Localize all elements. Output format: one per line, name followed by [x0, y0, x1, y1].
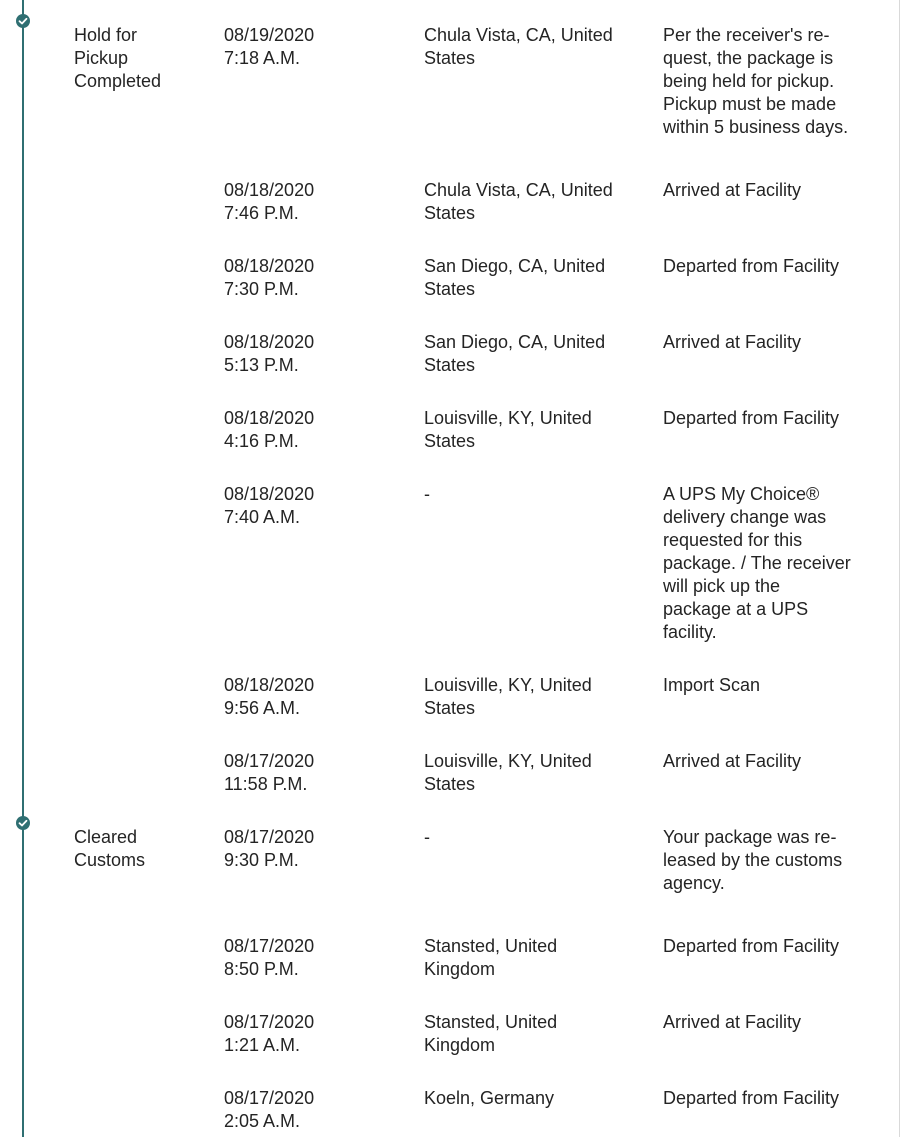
event-date: 08/19/2020: [224, 25, 315, 45]
event-activity: A UPS My Choice® delivery change was requested for this package. / The receiver will pick up the package at a UPS facility.: [663, 484, 851, 642]
event-datetime: [224, 24, 404, 70]
event-location: Louisville, KY, United States: [424, 751, 592, 794]
event-date: 08/18/2020: [224, 332, 315, 352]
event-datetime: [224, 1011, 404, 1057]
event-activity: Arrived at Facility: [663, 180, 802, 200]
event-time: 7:30 P.M.: [224, 279, 299, 299]
event-date: 08/18/2020: [224, 180, 315, 200]
event-date: 08/17/2020: [224, 936, 315, 956]
milestone-label: Hold for Pickup Completed: [74, 25, 162, 91]
event-date: 08/18/2020: [224, 408, 315, 428]
checkmark-icon: [16, 816, 30, 830]
event-location: Stansted, United Kingdom: [424, 1012, 558, 1055]
event-time: 2:05 A.M.: [224, 1111, 301, 1131]
event-datetime: [224, 826, 404, 872]
event-location: Stansted, United Kingdom: [424, 936, 558, 979]
event-activity: Departed from Facility: [663, 256, 840, 276]
event-time: 7:18 A.M.: [224, 48, 301, 68]
event-location: San Diego, CA, United States: [424, 256, 606, 299]
event-location: Louisville, KY, United States: [424, 675, 592, 718]
event-date: 08/17/2020: [224, 751, 315, 771]
event-time: 9:30 P.M.: [224, 850, 299, 870]
event-datetime: [224, 483, 404, 529]
event-location: -: [424, 827, 430, 847]
event-datetime: [224, 1087, 404, 1133]
event-time: 4:16 P.M.: [224, 431, 299, 451]
event-activity: Per the receiver's re- quest, the package is being held for pickup. Pickup must be made within 5 business days.: [663, 25, 849, 137]
event-activity: Arrived at Facility: [663, 751, 802, 771]
event-date: 08/17/2020: [224, 827, 315, 847]
timeline-line: [22, 0, 24, 1137]
event-location: Chula Vista, CA, United States: [424, 25, 613, 68]
event-location: -: [424, 484, 430, 504]
event-time: 11:58 P.M.: [224, 774, 308, 794]
event-time: 1:21 A.M.: [224, 1035, 301, 1055]
event-location: Koeln, Germany: [424, 1088, 555, 1108]
event-time: 9:56 A.M.: [224, 698, 301, 718]
event-location: Louisville, KY, United States: [424, 408, 592, 451]
event-datetime: [224, 935, 404, 981]
event-time: 5:13 P.M.: [224, 355, 299, 375]
event-activity: Departed from Facility: [663, 936, 840, 956]
event-datetime: [224, 331, 404, 377]
event-date: 08/18/2020: [224, 256, 315, 276]
event-datetime: [224, 407, 404, 453]
event-location: San Diego, CA, United States: [424, 332, 606, 375]
event-date: 08/18/2020: [224, 484, 315, 504]
event-activity: Your package was re- leased by the customs agency.: [663, 827, 843, 893]
event-date: 08/18/2020: [224, 675, 315, 695]
event-activity: Departed from Facility: [663, 408, 840, 428]
event-location: Chula Vista, CA, United States: [424, 180, 613, 223]
event-datetime: [224, 674, 404, 720]
event-date: 08/17/2020: [224, 1012, 315, 1032]
event-datetime: [224, 255, 404, 301]
event-datetime: [224, 750, 404, 796]
event-date: 08/17/2020: [224, 1088, 315, 1108]
event-datetime: [224, 179, 404, 225]
event-activity: Departed from Facility: [663, 1088, 840, 1108]
event-activity: Arrived at Facility: [663, 1012, 802, 1032]
event-time: 7:46 P.M.: [224, 203, 299, 223]
checkmark-icon: [16, 14, 30, 28]
event-time: 8:50 P.M.: [224, 959, 299, 979]
panel-right-border: [899, 0, 900, 1137]
event-time: 7:40 A.M.: [224, 507, 301, 527]
event-activity: Arrived at Facility: [663, 332, 802, 352]
event-activity: Import Scan: [663, 675, 761, 695]
milestone-label: Cleared Customs: [74, 827, 146, 870]
